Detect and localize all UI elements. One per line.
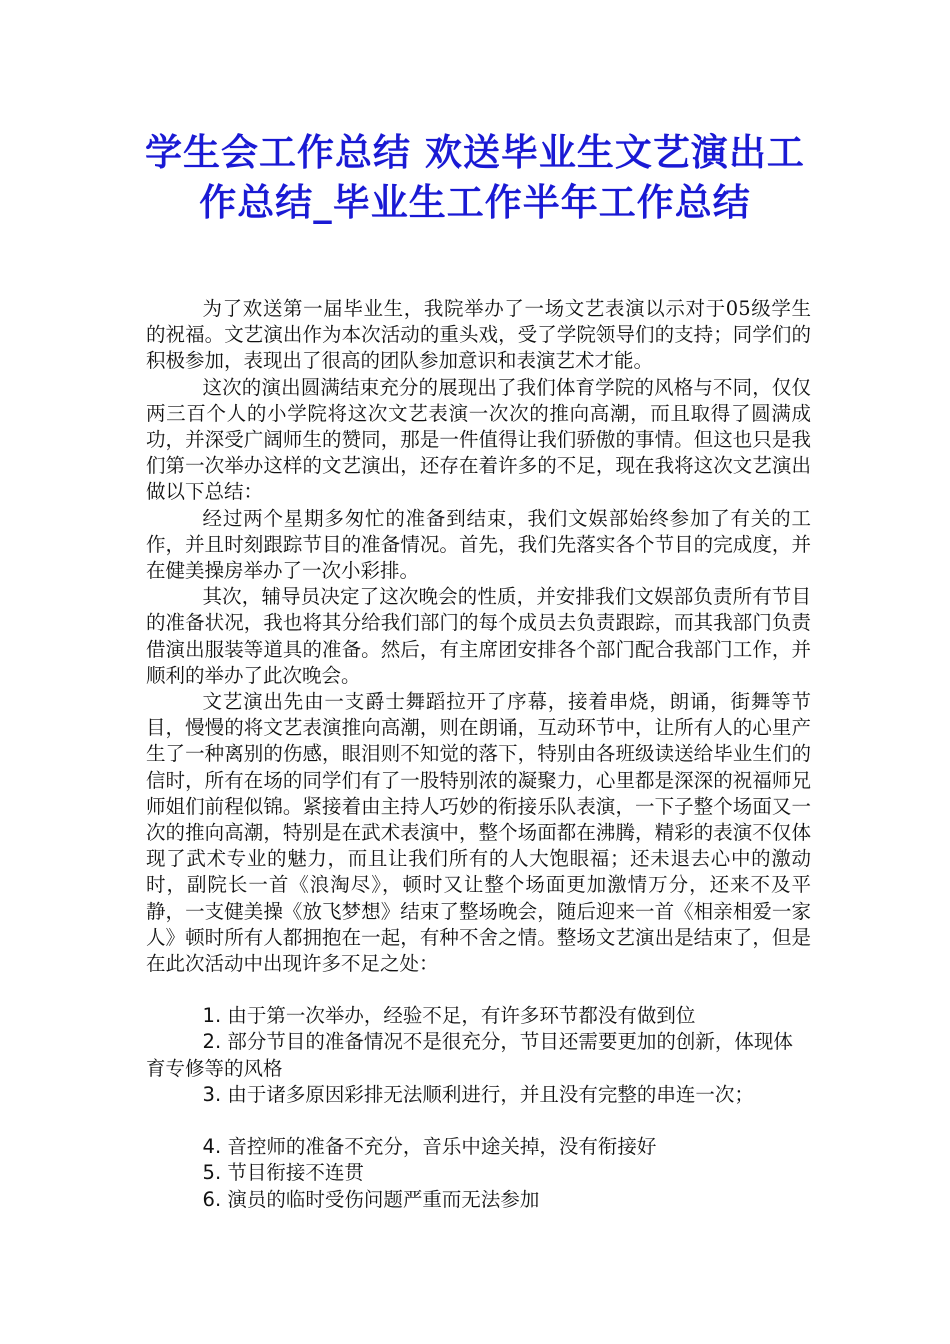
list-item-text: 由于诸多原因彩排无法顺利进行，并且没有完整的串连一次； bbox=[227, 1082, 754, 1106]
list-item-text: 节目衔接不连贯 bbox=[227, 1161, 364, 1185]
list-item bbox=[146, 1160, 811, 1186]
list-item bbox=[146, 1082, 811, 1108]
list-item bbox=[146, 1029, 811, 1081]
list-item-number: 6. bbox=[202, 1187, 222, 1211]
document-title: 学生会工作总结 欢送毕业生文艺演出工作总结_毕业生工作半年工作总结 bbox=[145, 131, 805, 224]
list-item-number: 2. bbox=[202, 1030, 222, 1054]
paragraph: 这次的演出圆满结束充分的展现出了我们体育学院的风格与不同，仅仅两三百个人的小学院将这次文艺表演一次次的推向高潮，而且取得了圆满成功，并深受广阔师生的赞同，那是一件值得让我们骄傲的事情。但这也只是我们第一次举办这样的文艺演出，还存在着许多的不足，现在我将这次文艺演出做以下总结： bbox=[146, 375, 811, 504]
list-item-number: 1. bbox=[202, 1004, 222, 1028]
paragraph: 文艺演出先由一支爵士舞蹈拉开了序幕，接着串烧，朗诵，街舞等节目，慢慢的将文艺表演推向高潮，则在朗诵，互动环节中，让所有人的心里产生了一种离别的伤感，眼泪则不知觉的落下，特别由各班级读送给毕业生们的信时，所有在场的同学们有了一股特别浓的凝聚力，心里都是深深的祝福师兄师姐们前程似锦。紧接着由主持人巧妙的衔接乐队表演，一下子整个场面又一次的推向高潮，特别是在武术表演中，整个场面都在沸腾，精彩的表演不仅体现了武术专业的魅力，而且让我们所有的人大饱眼福；还未退去心中的激动时，副院长一首《浪淘尽》，顿时又让整个场面更加激情万分，还来不及平静，一支健美操《放飞梦想》结束了整场晚会，随后迎来一首《相亲相爱一家人》顿时所有人都拥抱在一起，有种不舍之情。整场文艺演出是结束了，但是在此次活动中出现许多不足之处： bbox=[146, 690, 811, 976]
list-item-text: 演员的临时受伤问题严重而无法参加 bbox=[227, 1187, 540, 1211]
list-item-text: 部分节目的准备情况不是很充分，节目还需要更加的创新，体现体育专修等的风格 bbox=[146, 1030, 793, 1080]
list-item-number: 5. bbox=[202, 1161, 222, 1185]
paragraph: 经过两个星期多匆忙的准备到结束，我们文娱部始终参加了有关的工作，并且时刻跟踪节目的准备情况。首先，我们先落实各个节目的完成度，并在健美操房举办了一次小彩排。 bbox=[146, 506, 811, 583]
paragraph: 其次，辅导员决定了这次晚会的性质，并安排我们文娱部负责所有节目的准备状况，我也将其分给我们部门的每个成员去负责跟踪，而其我部门负责借演出服装等道具的准备。然后，有主席团安排各个部门配合我部门工作，并顺利的举办了此次晚会。 bbox=[146, 585, 811, 687]
list-item-number: 4. bbox=[202, 1135, 222, 1159]
paragraph: 为了欢送第一届毕业生，我院举办了一场文艺表演以示对于05级学生的祝福。文艺演出作为本次活动的重头戏，受了学院领导们的支持；同学们的积极参加，表现出了很高的团队参加意识和表演艺术才能。 bbox=[146, 297, 811, 373]
shortcomings-list bbox=[146, 1003, 811, 1212]
list-item-text: 由于第一次举办，经验不足，有许多环节都没有做到位 bbox=[227, 1004, 696, 1028]
list-item-number: 3. bbox=[202, 1082, 222, 1106]
document-body bbox=[146, 296, 811, 1213]
list-item-text: 音控师的准备不充分，音乐中途关掉，没有衔接好 bbox=[227, 1135, 657, 1159]
list-item bbox=[146, 1187, 811, 1213]
list-item bbox=[146, 1134, 811, 1160]
list-item bbox=[146, 1003, 811, 1029]
